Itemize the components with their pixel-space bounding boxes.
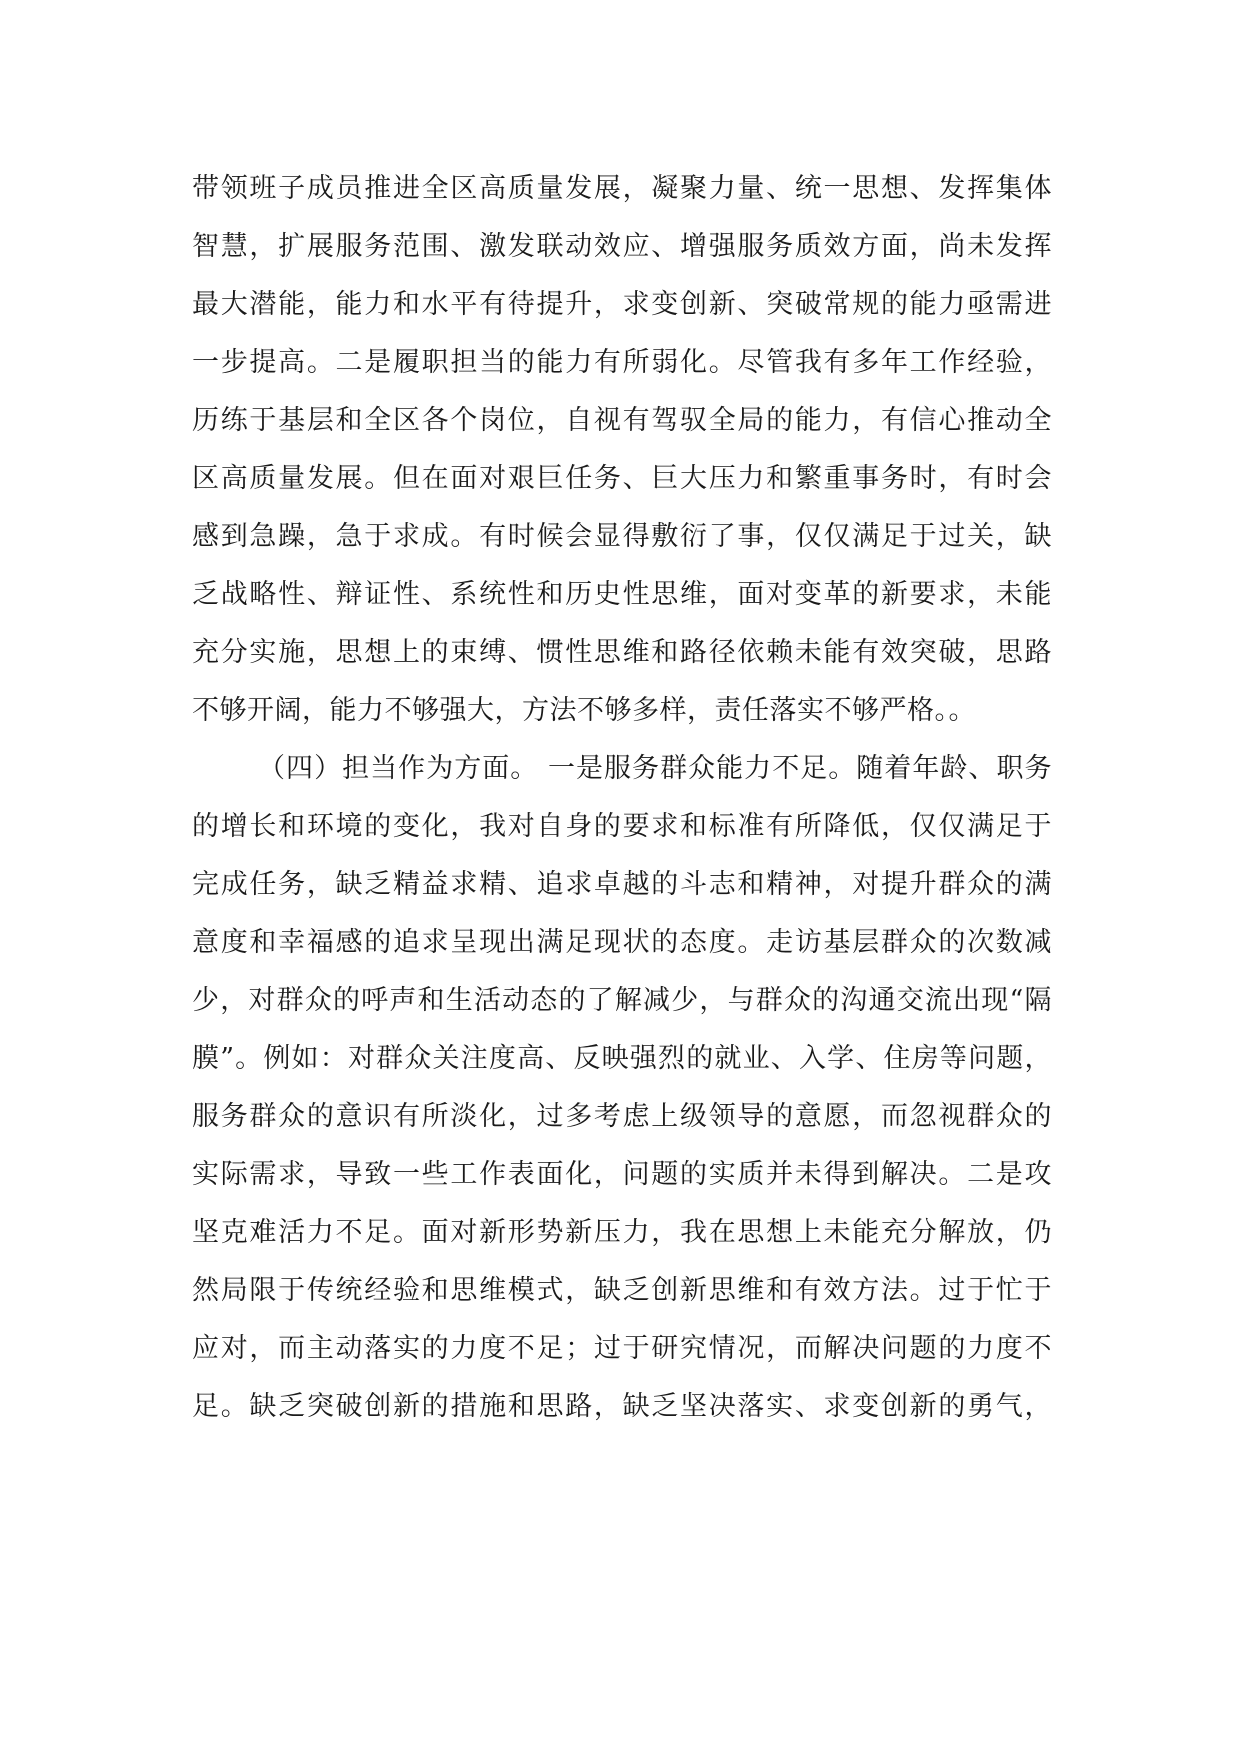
- text-line: 一步提高。二是履职担当的能力有所弱化。尽管我有多年工作经验，: [192, 347, 1052, 378]
- text-line: 最大潜能，能力和水平有待提升，求变创新、突破常规的能力亟需进: [192, 289, 1052, 320]
- paragraph-2: [192, 740, 1052, 1436]
- text-line: 带领班子成员推进全区高质量发展，凝聚力量、统一思想、发挥集体: [192, 173, 1052, 204]
- section-heading-line: （四）担当作为方面。 一是服务群众能力不足。随着年龄、职务: [258, 753, 1052, 784]
- text-line: 不够开阔，能力不够强大，方法不够多样，责任落实不够严格。。: [192, 695, 976, 726]
- text-line: 少，对群众的呼声和生活动态的了解减少，与群众的沟通交流出现“隔: [192, 985, 1052, 1016]
- text-line: 区高质量发展。但在面对艰巨任务、巨大压力和繁重事务时，有时会: [192, 463, 1052, 494]
- text-line: 乏战略性、辩证性、系统性和历史性思维，面对变革的新要求，未能: [192, 579, 1052, 610]
- document-body: [192, 160, 1052, 1436]
- text-line: 充分实施，思想上的束缚、惯性思维和路径依赖未能有效突破，思路: [192, 637, 1052, 668]
- text-line: 完成任务，缺乏精益求精、追求卓越的斗志和精神，对提升群众的满: [192, 869, 1052, 900]
- text-line: 应对，而主动落实的力度不足；过于研究情况，而解决问题的力度不: [192, 1333, 1052, 1364]
- text-line: 足。缺乏突破创新的措施和思路，缺乏坚决落实、求变创新的勇气，: [192, 1391, 1052, 1422]
- text-line: 智慧，扩展服务范围、激发联动效应、增强服务质效方面，尚未发挥: [192, 231, 1052, 262]
- paragraph-1: [192, 160, 1052, 740]
- text-line: 膜”。例如：对群众关注度高、反映强烈的就业、入学、住房等问题，: [192, 1043, 1052, 1074]
- text-line: 实际需求，导致一些工作表面化，问题的实质并未得到解决。二是攻: [192, 1159, 1052, 1190]
- text-line: 的增长和环境的变化，我对自身的要求和标准有所降低，仅仅满足于: [192, 811, 1052, 842]
- text-line: 感到急躁，急于求成。有时候会显得敷衍了事，仅仅满足于过关，缺: [192, 521, 1052, 552]
- text-line: 然局限于传统经验和思维模式，缺乏创新思维和有效方法。过于忙于: [192, 1275, 1052, 1306]
- text-line: 历练于基层和全区各个岗位，自视有驾驭全局的能力，有信心推动全: [192, 405, 1052, 436]
- text-line: 意度和幸福感的追求呈现出满足现状的态度。走访基层群众的次数减: [192, 927, 1052, 958]
- text-line: 服务群众的意识有所淡化，过多考虑上级领导的意愿，而忽视群众的: [192, 1101, 1052, 1132]
- text-line: 坚克难活力不足。面对新形势新压力，我在思想上未能充分解放，仍: [192, 1217, 1052, 1248]
